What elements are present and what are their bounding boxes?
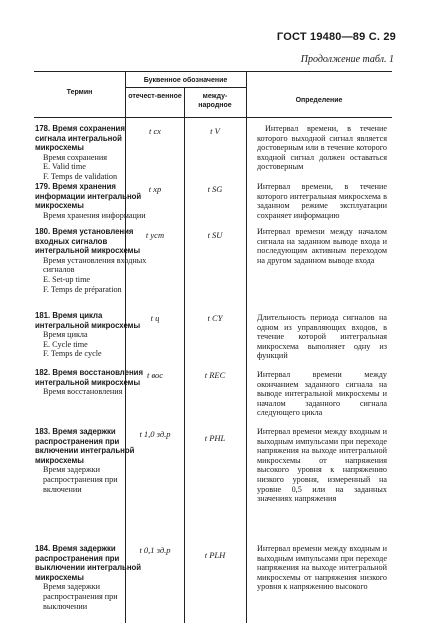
- table-continuation-label: Продолжение табл. 1: [300, 54, 394, 65]
- column-header-definition: Определение: [295, 97, 343, 104]
- term-line: Время установления входных сигналов: [43, 255, 147, 275]
- letter-header-rule: [125, 87, 246, 88]
- symbol-domestic-179: t хр: [148, 184, 162, 194]
- term-title: 178. Время сохранения сигнала интегральной микросхемы: [35, 124, 125, 153]
- symbol-domestic-181: t ц: [150, 313, 160, 323]
- column-header-term: Термин: [66, 89, 93, 96]
- column-divider-3: [246, 71, 247, 623]
- symbol-international-179: t SG: [207, 184, 223, 194]
- symbol-domestic-178: t сх: [149, 126, 161, 136]
- term-line: E. Set-up time: [43, 274, 91, 284]
- term-line: F. Temps de préparation: [43, 284, 122, 294]
- term-title: 180. Время установления входных сигналов интегральной микросхемы: [35, 227, 141, 256]
- definition-184: Интервал времени между входным и выходным импульсами при переходе напряжения на выходе интегральной микросхемы от напряжения низкого уровня к напряжению высокого: [257, 544, 387, 592]
- table-header-bottom-rule: [34, 117, 392, 118]
- column-header-letter: Буквенное обозначение: [143, 77, 228, 84]
- definition-183: Интервал времени между входным и выходным импульсами при переходе напряжения на выходе интегральной микросхемы от напряжения высокого уровня к напряжению низкого уровня, измеренный на уровне 0,5 или на заданных значениях напряжения: [257, 427, 387, 504]
- term-line: F. Temps de cycle: [43, 349, 102, 359]
- definition-182: Интервал времени между окончанием заданного сигнала на выводе интегральной микросхемы и началом заданного сигнала следующего цикла: [257, 370, 387, 418]
- symbol-international-178: t V: [210, 126, 220, 136]
- definition-180: Интервал времени между началом сигнала на заданном выводе входа и последующим активным переходом на другом заданном выводе входа: [257, 227, 387, 265]
- table-top-rule: [34, 71, 392, 72]
- column-header-international: между-народное: [198, 93, 232, 109]
- term-line: Время хранения информации: [43, 210, 146, 220]
- page-title: ГОСТ 19480—89 С. 29: [276, 31, 396, 43]
- definition-text: Интервал времени, в течение которого выходной сигнал является достоверным или в течение которого входной сигнал должен оставаться достоверным: [257, 124, 387, 172]
- symbol-international-183: t PHL: [204, 433, 226, 443]
- symbol-domestic-182: t вос: [146, 370, 164, 380]
- term-line: F. Temps de validation: [43, 171, 118, 181]
- definition-179: Интервал времени, в течение которого интегральная микросхема в заданном режиме эксплуатации сохраняет информацию: [257, 182, 387, 220]
- term-line: Время задержки распространения при включении: [43, 465, 118, 494]
- symbol-international-184: t PLH: [204, 550, 226, 560]
- term-line: Время цикла: [43, 330, 88, 340]
- column-header-domestic: отечест-венное: [128, 93, 182, 100]
- term-title: 184. Время задержки распространения при выключении интегральной микросхемы: [35, 544, 142, 582]
- term-line: Время задержки распространения при выключении: [43, 582, 118, 611]
- symbol-domestic-184: t 0,1 зд.р: [139, 545, 171, 555]
- column-divider-2: [184, 87, 185, 623]
- term-title: 181. Время цикла интегральной микросхемы: [35, 311, 141, 330]
- definition-181: Длительность периода сигналов на одном из управляющих входов, в течение которой интегральная микросхема выполняет одну из функций: [257, 313, 387, 361]
- term-title: 179. Время хранения информации интегральной микросхемы: [35, 182, 142, 211]
- term-line: Время сохранения: [43, 152, 108, 162]
- symbol-domestic-183: t 1,0 зд.р: [139, 429, 171, 439]
- definition-178: [257, 124, 387, 172]
- term-title: 183. Время задержки распространения при включении интегральной микросхемы: [35, 427, 135, 465]
- term-line: E. Valid time: [43, 162, 86, 172]
- term-line: E. Cycle time: [43, 339, 88, 349]
- symbol-domestic-180: t уст: [145, 230, 165, 240]
- symbol-international-182: t REC: [204, 370, 226, 380]
- term-line: Время восстановления: [43, 387, 123, 397]
- symbol-international-181: t CY: [207, 313, 223, 323]
- term-title: 182. Время восстановления интегральной микросхемы: [35, 368, 144, 387]
- symbol-international-180: t SU: [207, 230, 223, 240]
